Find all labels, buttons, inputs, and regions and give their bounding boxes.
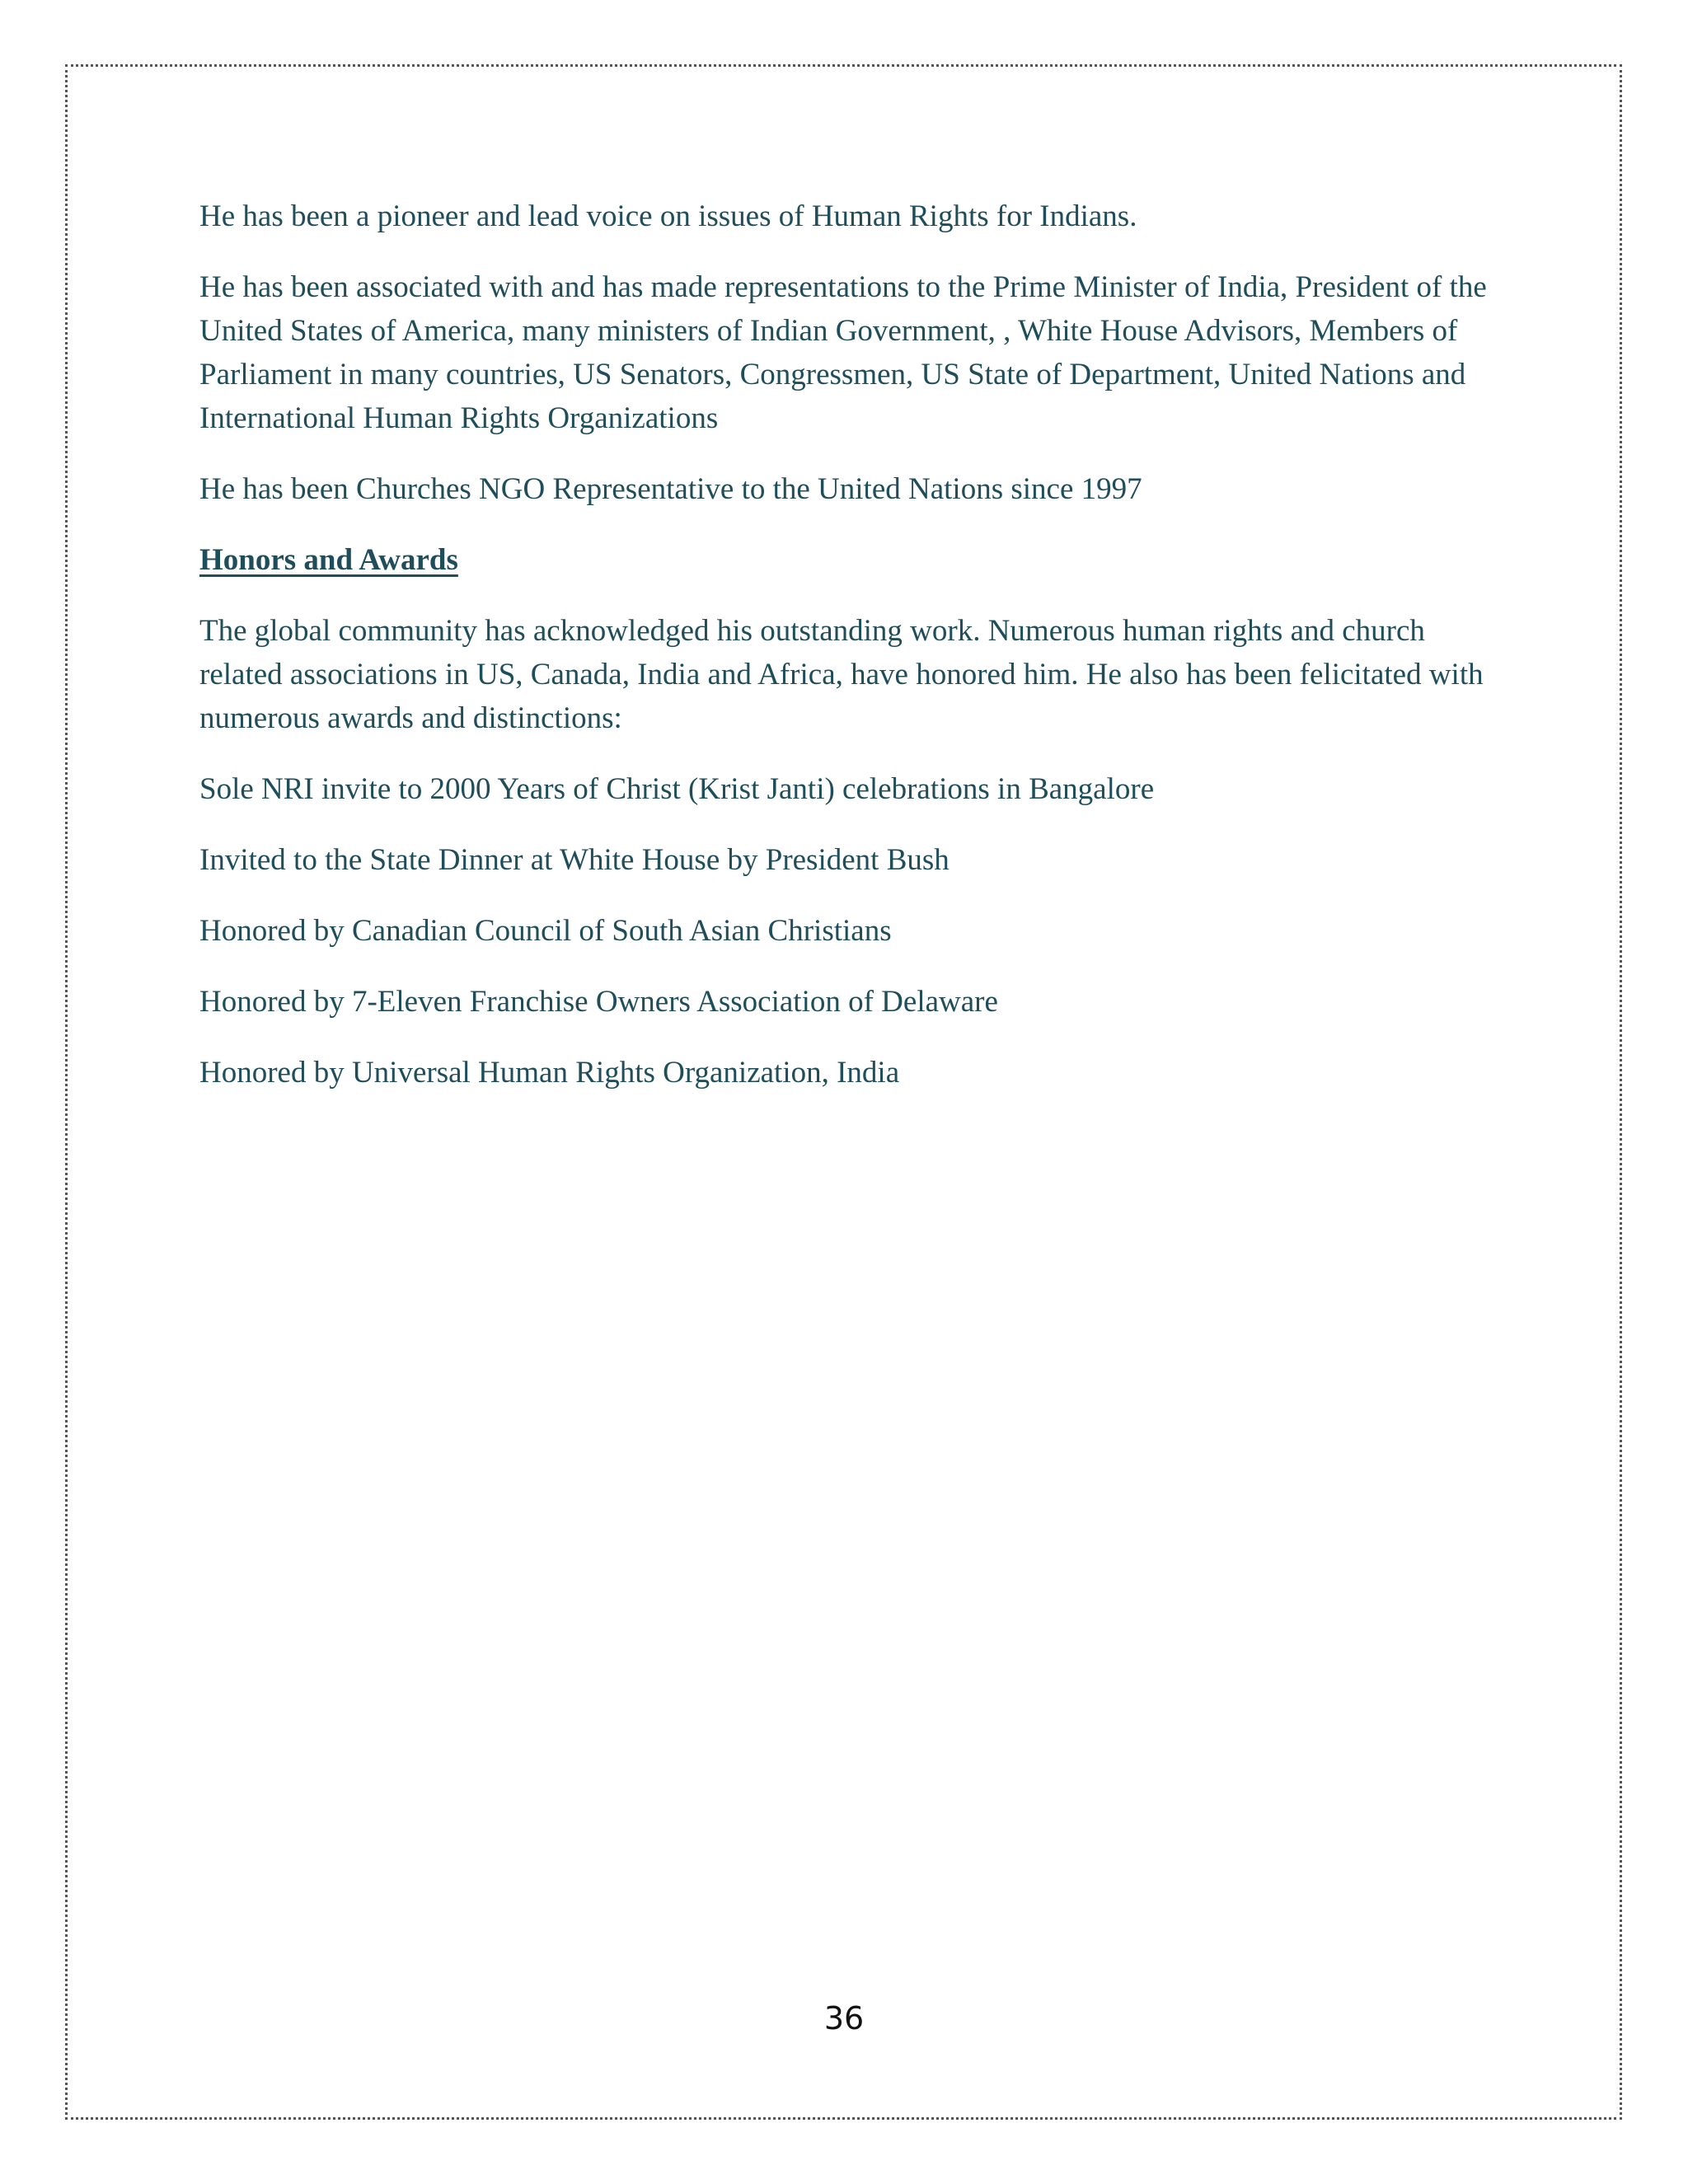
paragraph-pioneer: He has been a pioneer and lead voice on issues of Human Rights for Indians. (199, 199, 1137, 233)
document-body (199, 194, 1502, 1122)
page-number: 36 (823, 2000, 865, 2036)
award-item: Invited to the State Dinner at White House by President Bush (199, 843, 950, 877)
award-item: Sole NRI invite to 2000 Years of Christ (Krist Janti) celebrations in Bangalore (199, 772, 1155, 806)
paragraph-representations: He has been associated with and has made representations to the Prime Minister of India, President of the United States of America, many ministers of Indian Government, , White House Advisors, Members of Parliament in many countries, US Senators, Congressmen, US State of Department, United Nations and International Human Rights Organizations (199, 270, 1487, 435)
award-item: Honored by Universal Human Rights Organization, India (199, 1056, 900, 1090)
award-item: Honored by 7-Eleven Franchise Owners Association of Delaware (199, 985, 998, 1019)
paragraph-ngo-representative: He has been Churches NGO Representative to the United Nations since 1997 (199, 472, 1142, 506)
section-heading-honors-awards: Honors and Awards (199, 543, 458, 577)
paragraph-global-community: The global community has acknowledged his outstanding work. Numerous human rights and church related associations in US, Canada, India and Africa, have honored him. He also has been felicitated with numerous awards and distinctions: (199, 614, 1484, 735)
award-item: Honored by Canadian Council of South Asian Christians (199, 914, 892, 948)
